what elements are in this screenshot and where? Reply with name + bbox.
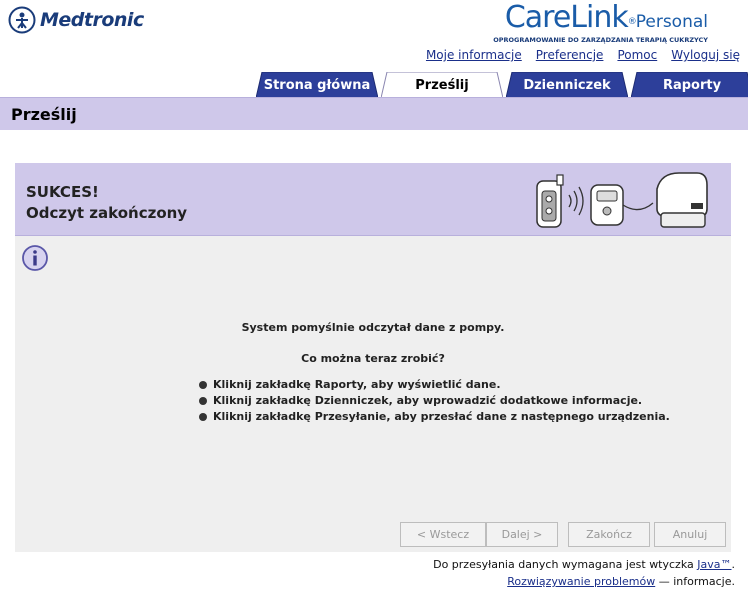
list-item: Kliknij zakładkę Raporty, aby wyświetlić dane. [199,377,670,393]
medtronic-seal-icon [8,6,36,34]
medtronic-wordmark: Medtronic [40,9,144,31]
status-subtitle: Odczyt zakończony [26,204,188,222]
list-item: Kliknij zakładkę Dzienniczek, aby wprowadzić dodatkowe informacje. [199,393,670,409]
back-button[interactable]: < Wstecz [400,522,486,547]
logout-link[interactable]: Wyloguj się [671,48,740,62]
carelink-personal: Personal [635,12,708,32]
wizard-buttons [400,522,726,547]
troubleshooting-link[interactable]: Rozwiązywanie problemów [507,575,656,588]
tab-upload-label: Prześlij [415,77,469,93]
next-steps-list [199,377,670,425]
preferences-link[interactable]: Preferencje [535,48,604,62]
bullet-icon [199,381,207,389]
bullet-icon [199,413,207,421]
finish-button[interactable]: Zakończ [568,522,650,547]
tab-home[interactable] [256,72,378,98]
status-heading: SUKCES! [26,183,99,201]
carelink-logo: CareLink®Personal OPROGRAMOWANIE DO ZARZĄDZANIA TERAPIĄ CUKRZYCY [493,0,708,44]
tab-upload[interactable] [381,72,503,98]
tab-home-label: Strona główna [263,77,371,93]
next-button[interactable]: Dalej > [486,522,558,547]
tab-reports[interactable] [631,72,748,98]
devices-illustration-icon [529,169,719,233]
tab-logbook-label: Dzienniczek [523,77,611,93]
java-link[interactable]: Java™ [697,558,732,571]
java-note: Do przesyłania danych wymagana jest wtyczka Java™. [433,558,735,571]
list-item: Kliknij zakładkę Przesyłanie, aby przesłać dane z następnego urządzenia. [199,409,670,425]
carelink-wordmark: CareLink [504,0,628,35]
top-links [426,48,740,62]
tab-logbook[interactable] [506,72,628,98]
my-info-link[interactable]: Moje informacje [425,48,522,62]
page-title-bar [0,97,748,130]
carelink-tagline: OPROGRAMOWANIE DO ZARZĄDZANIA TERAPIĄ CUKRZYCY [493,36,708,44]
troubleshooting-note: Rozwiązywanie problemów — informacje. [507,575,735,588]
tab-reports-label: Raporty [662,77,722,93]
bullet-icon [199,397,207,405]
panel-header [15,163,731,236]
upload-panel [15,163,731,552]
info-icon [21,244,49,272]
main-tabs [256,72,748,98]
success-message: System pomyślnie odczytał dane z pompy. [241,321,505,334]
medtronic-logo [8,6,144,34]
page-title: Prześlij [11,105,77,124]
cancel-button[interactable]: Anuluj [654,522,726,547]
next-steps-question: Co można teraz zrobić? [301,352,445,365]
help-link[interactable]: Pomoc [617,48,658,62]
